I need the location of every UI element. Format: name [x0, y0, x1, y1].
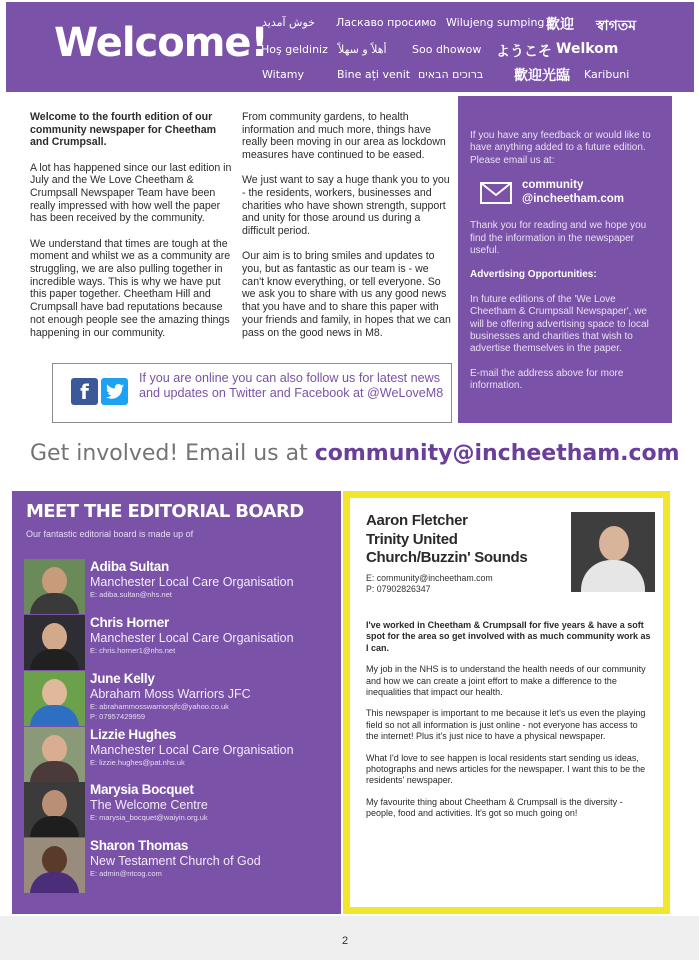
- greeting-turkish: Hoş geldiniz: [261, 43, 328, 56]
- board-member: [24, 559, 334, 615]
- intro-paragraph: We understand that times are tough at the moment and whilst we as a community are struggling, we are also pulling together in incredible ways. This is why we have put this paper together. Cheetham Hill and Crumpsall have bad reputations because not enough people see the amazing things happening in our community.: [30, 237, 231, 339]
- email-note: E-mail the address above for more information.: [470, 367, 624, 392]
- advertising-heading: Advertising Opportunities:: [470, 269, 597, 281]
- get-involved-heading: [30, 441, 680, 466]
- intro-paragraph: From community gardens, to health information and much more, things have really been moving in our area as lockdown measures have continued to be eased.: [242, 111, 446, 162]
- profile-paragraph: This newspaper is important to me because it let's us even the playing field so not all information is just online - not everyone has access to the internet! Plus it's just nice to have a physical newspaper.: [366, 708, 646, 742]
- greeting-somali: Soo dhowow: [412, 43, 482, 56]
- intro-paragraph: A lot has happened since our last edition in July and the We Love Cheetham & Crumpsall Newspaper Team have been really impressed with how well the paper has been received by the community.: [30, 161, 232, 225]
- email-line-1: community: [522, 179, 584, 192]
- member-photo: [24, 838, 85, 893]
- member-photo: [24, 615, 85, 670]
- member-photo: [24, 727, 85, 782]
- featured-profile: [343, 491, 670, 914]
- greeting-chinese: 歡迎: [546, 17, 574, 33]
- follow-us-box: [52, 363, 452, 423]
- profile-paragraph: What I'd love to see happen is local residents start sending us ideas, photographs and news articles for the newspaper. I want this to be the residents' newspaper.: [366, 752, 646, 786]
- greeting-arabic: أهلاً و سهلاً: [338, 43, 387, 56]
- board-member: [24, 671, 334, 727]
- member-photo: [24, 671, 85, 726]
- greeting-romanian: Bine ați venit: [337, 68, 411, 81]
- intro-paragraph: We just want to say a huge thank you to you - the residents, workers, businesses and charities who have shown strength, support and unity for those around us during a difficult period.: [242, 174, 450, 238]
- greeting-polish: Witamy: [262, 68, 304, 81]
- profile-paragraph: My job in the NHS is to understand the health needs of our community and how we can create a joint effort to make a difference to the inequalities that impact our health.: [366, 664, 646, 698]
- thanks-text: Thank you for reading and we hope you find the information in the newspaper useful.: [470, 220, 647, 257]
- greeting-chinese-traditional: 歡迎光臨: [514, 68, 570, 84]
- greeting-japanese: ようこそ: [496, 44, 552, 60]
- member-contact: E: admin@ntcog.com: [90, 869, 162, 878]
- welcome-banner: [6, 2, 694, 92]
- member-contact: E: adiba.sultan@nhs.net: [90, 590, 172, 599]
- board-subtitle: Our fantastic editorial board is made up of: [26, 529, 194, 539]
- member-name: Lizzie Hughes: [90, 727, 177, 742]
- profile-phone: P: 07902826347: [366, 583, 431, 594]
- member-photo: [24, 559, 85, 614]
- greeting-ukrainian: Ласкаво просимо: [336, 16, 437, 29]
- editorial-board: [12, 491, 341, 914]
- member-organisation: Manchester Local Care Organisation: [90, 743, 294, 757]
- page-number: 2: [341, 935, 349, 947]
- board-title: MEET THE EDITORIAL BOARD: [26, 501, 304, 522]
- intro-column-1: [30, 111, 235, 352]
- intro-paragraph: Our aim is to bring smiles and updates to you, but as fantastic as our team is - we can't know everything, or tell everyone. So we ask you to share with us any good news that you have and to share this paper with your friends and family, in hopes that we can pass on the good news in M8.: [242, 250, 451, 339]
- envelope-icon: [480, 182, 512, 204]
- profile-photo: [571, 512, 655, 592]
- greeting-swahili: Karibuni: [584, 68, 630, 81]
- feedback-text: If you have any feedback or would like to have anything added to a future edition. Please email us at:: [470, 130, 651, 166]
- member-photo: [24, 782, 85, 837]
- twitter-icon[interactable]: [101, 378, 128, 405]
- greeting-bengali: স্বাগতম: [596, 18, 637, 34]
- member-contact: E: chris.horner1@nhs.net: [90, 646, 176, 655]
- profile-body: [366, 620, 651, 830]
- advertising-text: In future editions of the 'We Love Cheetham & Crumpsall Newspaper', we will be offering advertising space to local businesses and charities that wish to advertise themselves in the paper.: [470, 293, 649, 355]
- member-organisation: Manchester Local Care Organisation: [90, 575, 294, 589]
- facebook-icon[interactable]: f: [71, 378, 98, 405]
- greeting-persian: خوش آمدید: [262, 16, 315, 29]
- profile-email[interactable]: E: community@incheetham.com: [366, 573, 493, 583]
- board-member: [24, 838, 334, 894]
- profile-org-line-1: Trinity United: [366, 530, 458, 548]
- greeting-sundanese: Wilujeng sumping: [446, 16, 545, 29]
- intro-column-2: [242, 111, 452, 352]
- profile-heading: [366, 512, 566, 568]
- get-involved-email[interactable]: community@incheetham.com: [314, 441, 680, 466]
- board-member: [24, 782, 334, 838]
- email-line-2: @incheetham.com: [522, 192, 624, 205]
- get-involved-prefix: Get involved! Email us at: [30, 441, 315, 466]
- board-member: [24, 727, 334, 783]
- member-organisation: Manchester Local Care Organisation: [90, 631, 294, 645]
- follow-text: If you are online you can also follow us for latest news and updates on Twitter and Facebook at @WeLoveM8: [139, 371, 444, 400]
- page-title: Welcome!: [54, 20, 268, 66]
- member-organisation: New Testament Church of God: [90, 854, 261, 868]
- member-name: Marysia Bocquet: [90, 782, 194, 797]
- sidebar-email[interactable]: [470, 179, 661, 206]
- member-name: Adiba Sultan: [90, 559, 169, 574]
- member-name: June Kelly: [90, 671, 155, 686]
- profile-paragraph: My favourite thing about Cheetham & Crumpsall is the diversity - people, food and activities. It's got so much going on!: [366, 796, 623, 819]
- member-name: Sharon Thomas: [90, 838, 189, 853]
- member-name: Chris Horner: [90, 615, 169, 630]
- profile-intro: I've worked in Cheetham & Crumpsall for five years & have a soft spot for the area so get involved with as much community work as I can.: [366, 620, 651, 653]
- member-contact: E: lizzie.hughes@pat.nhs.uk: [90, 758, 185, 767]
- member-organisation: Abraham Moss Warriors JFC: [90, 687, 251, 701]
- profile-name: Aaron Fletcher: [366, 512, 468, 529]
- greeting-hebrew: ברוכים הבאים: [418, 68, 484, 81]
- feedback-sidebar: [458, 96, 672, 423]
- greeting-dutch: Welkom: [556, 41, 619, 57]
- member-contact: E: abrahammosswarriorsjfc@yahoo.co.uk P: 07957429959: [90, 702, 229, 721]
- board-member: [24, 615, 334, 671]
- member-organisation: The Welcome Centre: [90, 798, 208, 812]
- profile-org-line-2: Church/Buzzin' Sounds: [366, 549, 528, 566]
- member-contact: E: marysia_bocquet@waiyin.org.uk: [90, 813, 208, 822]
- profile-contact: [366, 573, 493, 594]
- intro-lead: Welcome to the fourth edition of our community newspaper for Cheetham and Crumpsall.: [30, 111, 217, 149]
